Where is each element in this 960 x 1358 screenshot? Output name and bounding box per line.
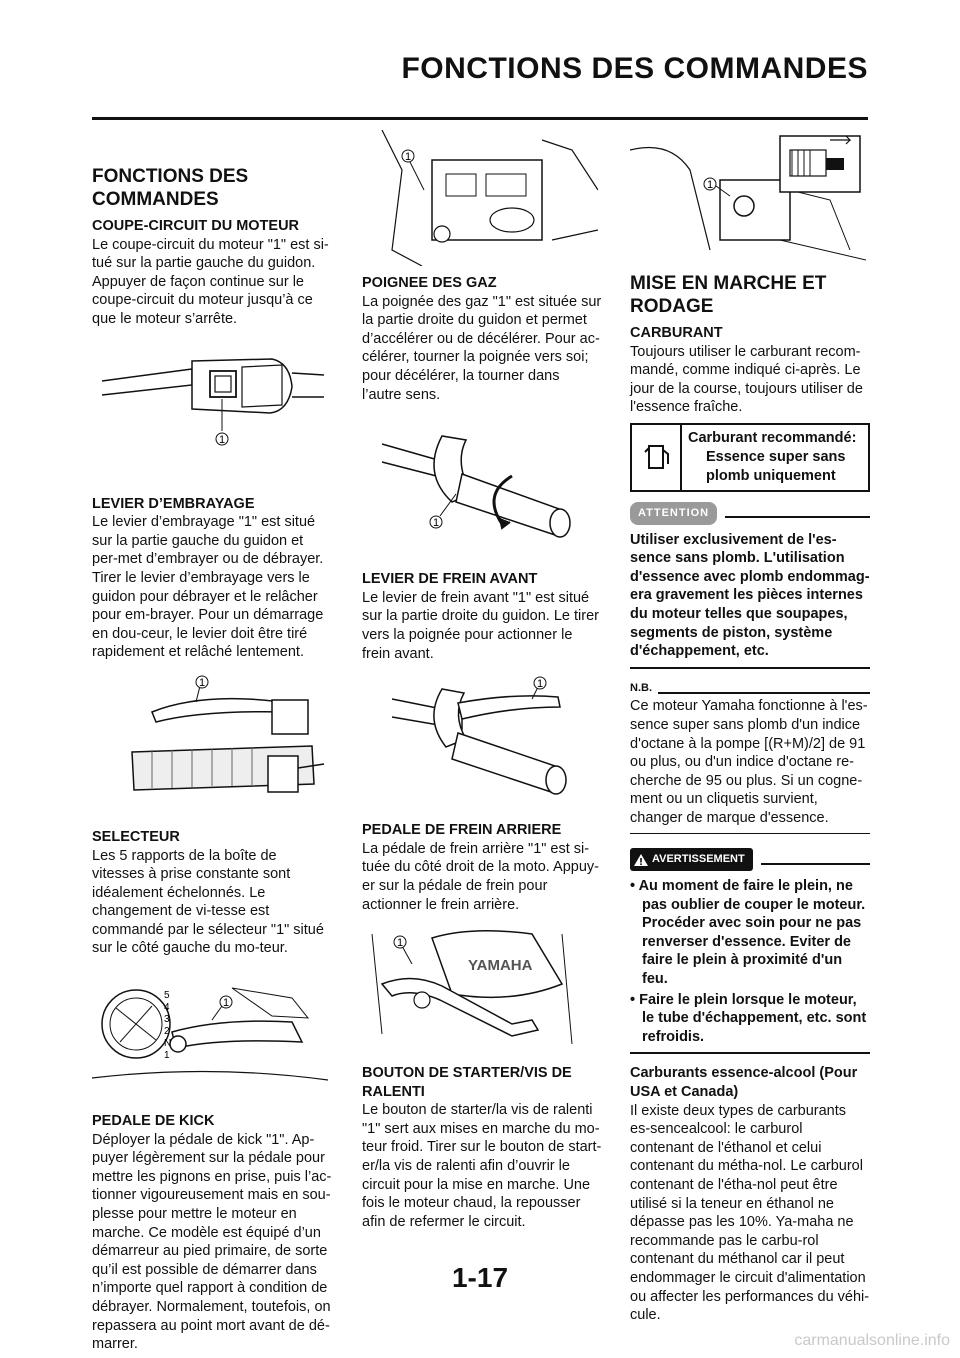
nb-header [630,679,870,698]
gear-2: 2 [164,1026,170,1038]
figure-throttle-grip [362,414,598,562]
selecteur-text: Les 5 rapports de la boîte de vitesses à prise constante sont idéalement échelonnés. Le changement de vi-tesse est commandé par le sélecteur "1" situé sur le côté gauche du mo-teur. [92,847,324,957]
warning-badge [630,848,753,871]
carburant-title: CARBURANT [630,325,723,341]
embrayage-title: LEVIER D’EMBRAYAGE [92,495,255,512]
figure-shift-pedal [92,968,328,1104]
gear-3: 3 [164,1014,170,1026]
embrayage-text: Le levier d’embrayage "1" est situé sur la partie gauche du guidon et per-met d’embrayer ou de débrayer. Tirer le levier d’embrayage vers le guidon pour débrayer et le relâcher pour em-brayer. Pour un démarrage en dou-ceur, le levier doit être tiré rapidement et relâché lentement. [92,514,324,661]
starter-title: BOUTON DE STARTER/VIS DE RALENTI [362,1065,572,1100]
carburant-text: Toujours utiliser le carburant recom-mandé, comme indiqué ci-après. Le jour de la course, toujours utiliser de l'essence fraîche. [630,343,863,416]
alcool-text: Il existe deux types de carburants es-sencealcool: le carburol contenant de l'éthanol et celui contenant du métha-nol. Le carburol contenant de l'étha-nol peut être utilisé si la teneur en éthanol ne dépasse pas les 10%. Ya-maha ne recommande pas le carbu-rol contenant du méthanol car il peut endommager le circuit d'alimentation ou affecter les performances du véhi-cule. [630,1102,870,1324]
selecteur-title: SELECTEUR [92,828,180,845]
frein-arriere-text: La pédale de frein arrière "1" est si-tuée du côté droit de la moto. Appuy-er sur la pédale de frein pour actionner le frein arrière. [362,840,599,913]
callout-1-frein-avant: 1 [537,678,544,691]
nb-text: Ce moteur Yamaha fonctionne à l'es-sence super sans plomb d'un indice d'octane à la pompe [(R+M)/2] de 91 ou plus, ou d'un indice d'octane re-cherche de 95 ou plus. Si un cogne-ment ou un cliquetis survient, changer de marque d'essence. [630,698,868,826]
yamaha-embossed-logo: YAMAHA [468,957,533,975]
callout-1-gaz: 1 [433,517,440,530]
section-title-mise-en-marche: MISE EN MARCHE ET RODAGE [630,273,827,317]
section-title-fonctions: FONCTIONS DES COMMANDES [92,166,249,210]
gear-5: 5 [164,990,170,1002]
gear-1: 1 [164,1050,170,1062]
fuel-pump-icon [632,425,682,490]
callout-1-coupe: 1 [219,433,226,446]
gear-n: N [164,1038,172,1050]
callout-1-frein-arriere: 1 [397,937,404,950]
figure-starter-knob [630,130,866,264]
kick-title: PEDALE DE KICK [92,1113,215,1130]
frein-avant-text: Le levier de frein avant "1" est situé sur la partie droite du guidon. Le tirer vers la poignée pour actionner le frein avant. [362,589,599,662]
fuel-spec-value: Essence super sans plomb uniquement [706,448,846,484]
column-3 [630,130,870,1329]
fuel-spec-label: Carburant recommandé: [688,429,857,446]
figure-throttle-engine [362,130,598,266]
fuel-spec-box [630,423,870,492]
nb-label: N.B. [630,681,652,694]
warning-item: • Au moment de faire le plein, ne pas oublier de couper le moteur. Procéder avec soin pour ne pas renverser d'essence. Eviter de faire le plein à proximité d'un feu. [630,877,870,989]
gaz-title: POIGNEE DES GAZ [362,275,497,291]
callout-1-selecteur: 1 [223,997,230,1010]
frein-avant-title: LEVIER DE FREIN AVANT [362,571,538,588]
callout-1-gaz-top: 1 [405,151,412,163]
gear-4: 4 [164,1002,170,1014]
warning-item: • Faire le plein lorsque le moteur, le tube d'échappement, etc. sont refroidis. [630,991,870,1047]
callout-1-embrayage: 1 [199,676,206,689]
coupe-circuit-title: COUPE-CIRCUIT DU MOTEUR [92,218,300,234]
gaz-text: La poignée des gaz "1" est située sur la partie droite du guidon et permet d’accélérer ou de décélérer. Pour ac-célérer, tourner la poignée vers soi; pour décélérer, la tourner dans l’autre sens. [362,293,602,403]
alcool-title: Carburants essence-alcool (Pour USA et Canada) [630,1065,858,1100]
attention-badge: ATTENTION [630,502,717,525]
column-1 [92,165,332,1358]
site-watermark[interactable]: carmanualsonline.info [794,1332,950,1349]
frein-arriere-title: PEDALE DE FREIN ARRIERE [362,822,562,839]
header-rule [92,117,868,120]
page-number: 1-17 [451,1262,509,1293]
kick-text: Déployer la pédale de kick "1". Ap-puyer légèrement sur la pédale pour mettre les pignons en prise, puis l’ac-tionner vigoureusement mais en sou-plesse pour mettre le moteur en marche. Ce modèle est équipé d’un démarreur au pied primaire, de sorte qu’il est possible de démarrer dans n’importe quel rapport à condition de débrayer. Normalement, toutefois, on repassera au point mort avant de dé-marrer. [92,1131,332,1353]
column-2 [362,130,602,1235]
figure-front-brake-lever [362,673,598,813]
attention-header [630,502,870,525]
warning-label: AVERTISSEMENT [652,853,745,866]
attention-text: Utiliser exclusivement de l'es-sence sans plomb. L'utilisation d'essence avec plomb endommag-era gravement les pièces internes du moteur telles que soupapes, segments de piston, système d'échappement, etc. [630,531,870,660]
figure-rear-brake-pedal [362,924,598,1056]
figure-clutch-lever [92,672,328,820]
callout-1-starter: 1 [707,179,714,191]
warning-header [630,848,870,871]
page-header-title: FONCTIONS DES COMMANDES [401,52,868,85]
warning-triangle-icon [634,854,648,866]
coupe-circuit-text: Le coupe-circuit du moteur "1" est si-tué sur la partie gauche du guidon. Appuyer de façon continue sur le coupe-circuit du moteur jusqu’à ce que le moteur s’arrête. [92,236,329,327]
warning-list [630,877,870,1046]
starter-text: Le bouton de starter/la vis de ralenti "1" sert aux mises en marche du mo-teur froid. Tirer sur le bouton de start-er/la vis de ralenti afin d’ouvrir le circuit pour la mise en marche. Une fois le moteur chaud, la repousser afin de refermer le circuit. [362,1102,602,1230]
figure-engine-stop-switch [92,339,328,487]
